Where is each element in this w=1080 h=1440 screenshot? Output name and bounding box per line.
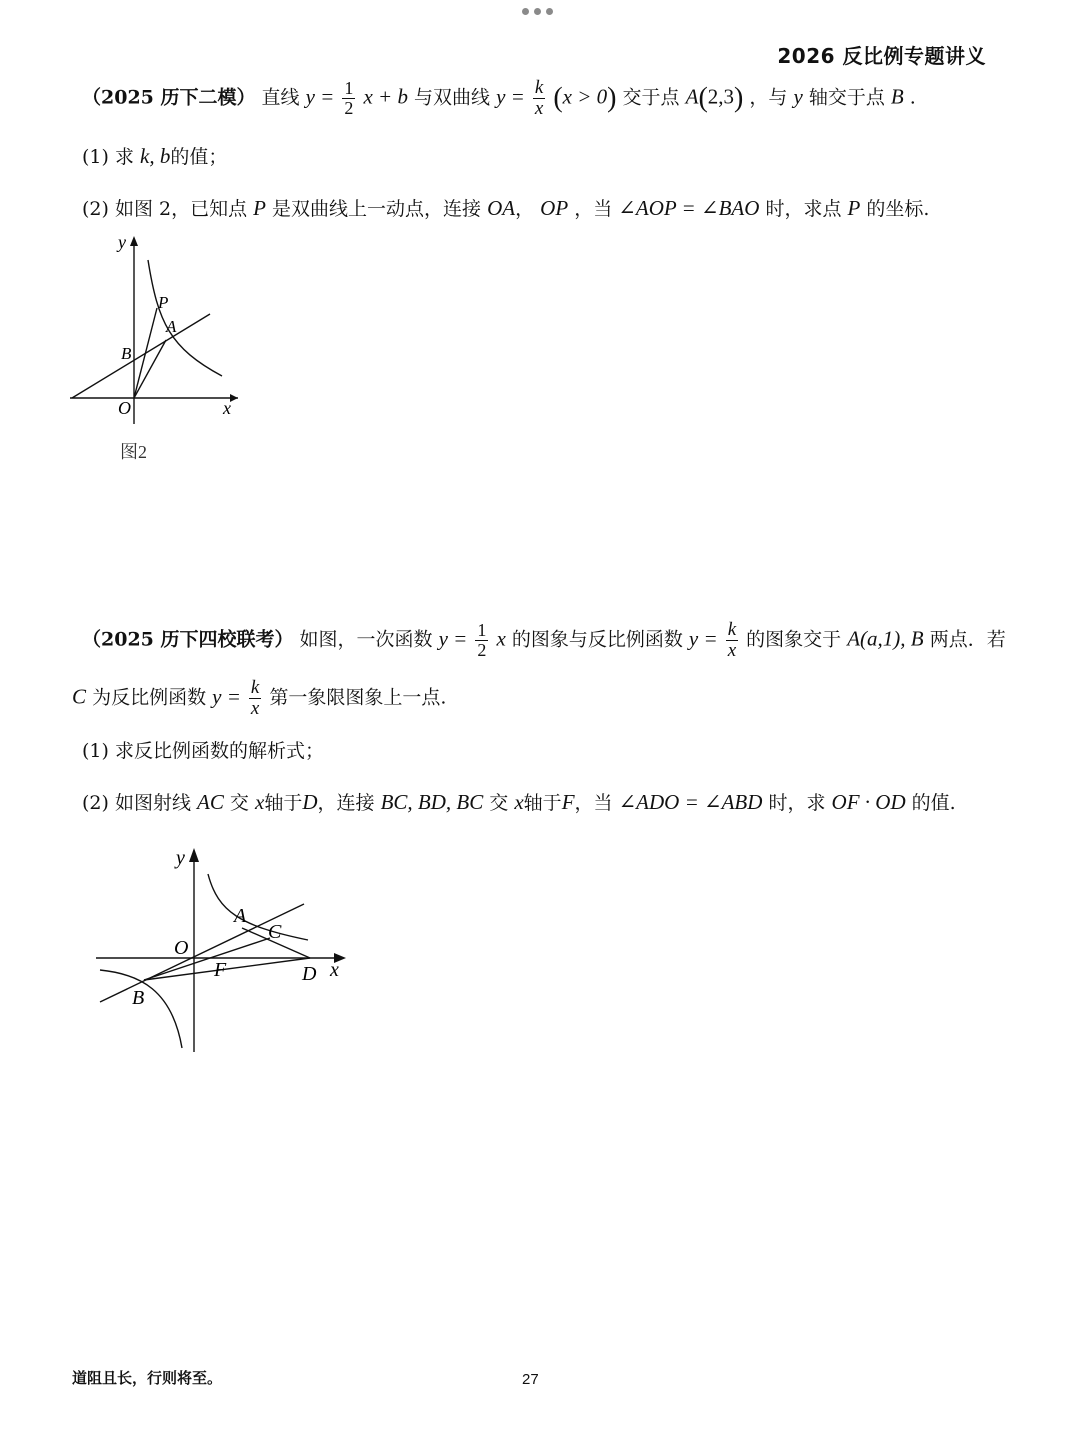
segment-bc (144, 938, 270, 980)
problem2-points: A(a,1), B (847, 626, 924, 651)
label-y: y (176, 847, 185, 869)
label-a: A (234, 905, 247, 927)
label-x: x (223, 398, 231, 418)
question-var: P (847, 196, 861, 220)
hyperbola-branch-q1 (208, 874, 308, 940)
label-o: O (174, 937, 189, 959)
problem2-line-lhs: y = (438, 626, 468, 651)
problem2-statement-line2 (72, 678, 446, 719)
problem2-text: 为反比例函数 (92, 686, 207, 709)
problem1-text: ，与 (749, 86, 788, 109)
page-number: 27 (522, 1371, 539, 1388)
question-text: 是双曲线上一动点，连接 (272, 198, 482, 220)
problem2-fraction-kx: $\frac{k}{x}$ (727, 619, 737, 661)
question-text: 求反比例函数的解析式； (114, 740, 324, 762)
problem1-point-a-coords: 2,3 (707, 84, 735, 109)
figure-2-diagram (60, 228, 260, 428)
question-var: x (514, 790, 524, 814)
line-y-half-x (100, 904, 304, 1002)
problem1-point-a: A (685, 84, 699, 109)
label-d: D (302, 963, 317, 985)
question-number: (1) (82, 740, 109, 762)
problem2-line-rhs: x (496, 626, 506, 651)
question-text: 的值； (170, 146, 228, 168)
question-text: 交 (229, 792, 249, 814)
problem1-domain: x > 0 (562, 84, 608, 109)
label-y: y (118, 232, 126, 252)
problem2-text: 的图象交于 (746, 628, 842, 651)
x-axis-arrow (230, 394, 238, 402)
question-text: 轴于 (523, 792, 562, 814)
question-number: (1) (82, 146, 109, 168)
problem2-question-2 (82, 790, 956, 815)
label-o: O (118, 398, 131, 418)
label-c: C (268, 921, 282, 943)
problem1-hyperbola-lhs: y = (496, 84, 525, 109)
segment-oa (134, 340, 166, 398)
segment-op (134, 308, 157, 398)
problem2-point-c: C (72, 684, 87, 709)
question-var: D (302, 790, 318, 814)
question-vars: k, b (140, 144, 171, 168)
problem1-fraction-kx: $\frac{k}{x}$ (534, 77, 544, 119)
problem1-text: . (909, 86, 916, 109)
question-number: (2) (82, 198, 109, 220)
footer-motto: 道阻且长，行则将至。 (72, 1369, 223, 1387)
problem2-fraction-half: $\frac{1}{2}$ (477, 620, 487, 660)
problem1-fraction-half: $\frac{1}{2}$ (344, 78, 354, 118)
problem2-figure (90, 840, 360, 1064)
problem2-text: 的图象与反比例函数 (511, 628, 683, 651)
problem1-question-2 (82, 196, 929, 221)
problem2-hyperbola-lhs: y = (688, 626, 718, 651)
problem1-point-b: B (890, 84, 904, 109)
problem1-text: 轴交于点 (808, 86, 885, 109)
question-text: 时，求 (768, 792, 826, 814)
problem2-statement (82, 620, 1006, 661)
question-text: ， (515, 198, 535, 220)
question-number: (2) (82, 792, 109, 814)
y-axis-arrow (189, 848, 199, 862)
label-a: A (166, 317, 177, 336)
label-f: F (214, 959, 227, 981)
problem2-source: （2025 历下四校联考） (82, 628, 294, 651)
question-text: 交 (489, 792, 509, 814)
problem1-text: 直线 (261, 86, 300, 109)
problem1-text: 交于点 (622, 86, 680, 109)
question-text: 的坐标. (866, 198, 930, 220)
problem1-source: （2025 历下二模） (82, 86, 256, 109)
question-angle: ∠ADO = ∠ABD (618, 790, 763, 814)
label-b: B (132, 987, 145, 1009)
question-angle: ∠AOP = ∠BAO (618, 196, 760, 220)
question-var: OA (487, 196, 516, 220)
problem2-text: 如图，一次函数 (299, 628, 433, 651)
problem1-line-lhs: y = (305, 84, 335, 109)
question-text: ，当 (574, 198, 613, 220)
problem1-question-1 (82, 144, 227, 169)
figure-2-caption: 图2 (120, 442, 147, 462)
hyperbola-curve (148, 260, 222, 376)
problem1-statement: （2025 历下二模） 直线 y = $\frac{1}{2}$ x + b 与双曲线 y = $\frac{k}{x}$ (x > 0) 交于点 A(2,3) ，与 y 轴交于点 B . (82, 77, 916, 119)
problem2-hyperbola-lhs: y = (212, 684, 241, 709)
question-text: ，连接 (317, 792, 375, 814)
problem2-text: 第一象限图象上一点. (269, 686, 447, 709)
question-segments: BC, BD, BC (380, 790, 484, 814)
problem2-diagram (90, 840, 360, 1060)
problem1-line-rhs: x + b (363, 84, 408, 109)
label-x: x (330, 959, 339, 981)
problem2-fraction-kx-2: $\frac{k}{x}$ (250, 677, 260, 719)
question-text: 的值. (911, 792, 956, 814)
label-b: B (121, 344, 132, 363)
more-options-icon[interactable] (522, 8, 553, 15)
question-text: 时，求点 (765, 198, 842, 220)
question-text: 求 (114, 146, 134, 168)
page-header-title: 2026 反比例专题讲义 (777, 44, 986, 68)
problem1-figure (60, 228, 260, 432)
question-var: P (253, 196, 266, 220)
question-var: F (561, 790, 575, 814)
label-p: P (158, 293, 169, 312)
problem1-axis-y: y (793, 84, 803, 109)
y-axis-arrow (130, 236, 138, 246)
question-text: ，当 (574, 792, 613, 814)
question-text: 如图 2，已知点 (114, 198, 248, 220)
problem2-question-1 (82, 740, 324, 763)
problem1-text: 与双曲线 (414, 86, 491, 109)
question-product: OF · OD (831, 790, 906, 814)
question-text: 如图射线 (114, 792, 191, 814)
question-text: 轴于 (264, 792, 303, 814)
question-var: AC (197, 790, 224, 814)
problem2-text: 两点．若 (929, 628, 1006, 651)
question-var: OP (540, 196, 569, 220)
question-var: x (254, 790, 265, 814)
